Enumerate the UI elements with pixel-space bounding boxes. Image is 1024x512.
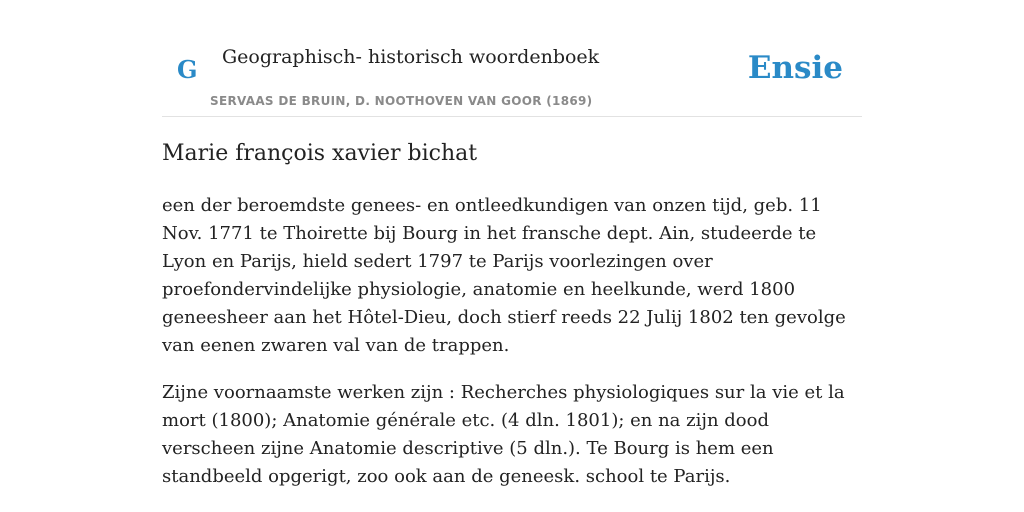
book-logo-icon[interactable]: G (177, 55, 198, 84)
entry-title: Marie françois xavier bichat (162, 141, 478, 166)
entry-body (162, 192, 862, 510)
book-title-link[interactable]: Geographisch- historisch woordenboek (222, 46, 600, 68)
book-authors: SERVAAS DE BRUIN, D. NOOTHOVEN VAN GOOR (1869) (210, 94, 593, 108)
header (162, 0, 862, 117)
entry-paragraph: een der beroemdste genees- en ontleedkundigen van onzen tijd, geb. 11 Nov. 1771 te Thoirette bij Bourg in het fransche dept. Ain, studeerde te Lyon en Parijs, hield sedert 1797 te Parijs voorlezingen over proefondervindelijke physiologie, anatomie en heelkunde, werd 1800 geneesheer aan het Hôtel-Dieu, doch stierf reeds 22 Julij 1802 ten gevolge van eenen zwaren val van de trappen. (162, 195, 846, 356)
ensie-logo-link[interactable]: Ensie (747, 50, 843, 86)
entry-paragraph: Zijne voornaamste werken zijn : Recherches physiologiques sur la vie et la mort (1800); Anatomie générale etc. (4 dln. 1801); en na zijn dood verscheen zijne Anatomie descriptive (5 dln.). Te Bourg is hem een standbeeld opgerigt, zoo ook aan de geneesk. school te Parijs. (162, 382, 845, 487)
